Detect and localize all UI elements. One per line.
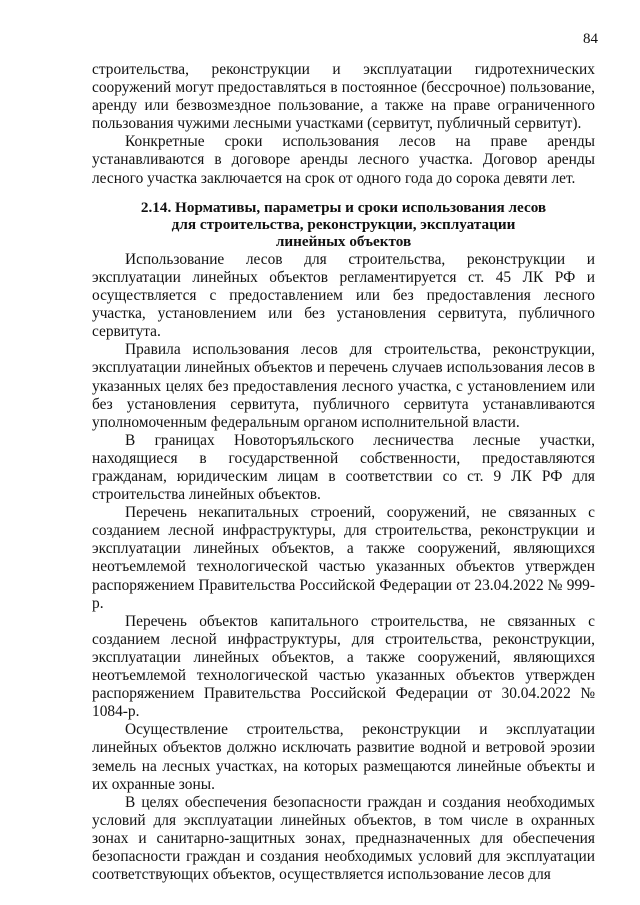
body-paragraph: В целях обеспечения безопасности граждан и создания необходимых условий для эксплуатации линейных объектов, в том числе в охранных зонах и санитарно-защитных зонах, предназначенных для обеспечения безопасности граждан и создания необходимых условий для эксплуатации соответствующих объектов, осуществляется использование лесов для: [92, 793, 595, 884]
document-body: [92, 61, 595, 884]
section-heading: [92, 199, 595, 251]
section-heading-line: 2.14. Нормативы, параметры и сроки использования лесов: [140, 198, 547, 216]
body-paragraph: строительства, реконструкции и эксплуатации гидротехнических сооружений могут предоставляться в постоянное (бессрочное) пользование, аренду или безвозмездное пользование, а также на праве ограниченного пользования чужими лесными участками (сервитут, публичный сервитут).: [92, 61, 595, 133]
body-paragraph: Использование лесов для строительства, реконструкции и эксплуатации линейных объектов регламентируется ст. 45 ЛК РФ и осуществляется с предоставлением или без предоставления лесного участка, установлением или без установления сервитута, публичного сервитута.: [92, 250, 595, 341]
section-heading-line: линейных объектов: [275, 233, 412, 251]
body-paragraph: Конкретные сроки использования лесов на праве аренды устанавливаются в договоре аренды лесного участка. Договор аренды лесного участка заключается на срок от одного года до сорока девяти лет.: [92, 133, 595, 187]
body-paragraph: Правила использования лесов для строительства, реконструкции, эксплуатации линейных объектов и перечень случаев использования лесов в указанных целях без предоставления лесного участка, с установлением или без установления сервитута, публичного сервитута устанавливаются уполномоченным федеральным органом исполнительной власти.: [92, 341, 595, 431]
body-paragraph: Осуществление строительства, реконструкции и эксплуатации линейных объектов должно исключать развитие водной и ветровой эрозии земель на лесных участках, на которых размещаются линейные объекты и их охранные зоны.: [92, 721, 595, 793]
body-paragraph: В границах Новоторъяльского лесничества лесные участки, находящиеся в государственной собственности, предоставляются гражданам, юридическим лицам в соответствии со ст. 9 ЛК РФ для строительства линейных объектов.: [92, 431, 595, 504]
section-heading-line: для строительства, реконструкции, эксплуатации: [171, 216, 516, 234]
body-paragraph: Перечень объектов капитального строительства, не связанных с созданием лесной инфраструктуры, для строительства, реконструкции, эксплуатации линейных объектов, а также сооружений, являющихся неотъемлемой технологической частью указанных объектов утвержден распоряжением Правительства Российской Федерации от 30.04.2022 № 1084-р.: [92, 612, 595, 721]
body-paragraph: Перечень некапитальных строений, сооружений, не связанных с созданием лесной инфраструктуры, для строительства, реконструкции и эксплуатации линейных объектов, а также сооружений, являющихся неотъемлемой технологической частью указанных объектов утвержден распоряжением Правительства Российской Федерации от 23.04.2022 № 999-р.: [92, 504, 595, 612]
page-number: 84: [583, 31, 598, 47]
